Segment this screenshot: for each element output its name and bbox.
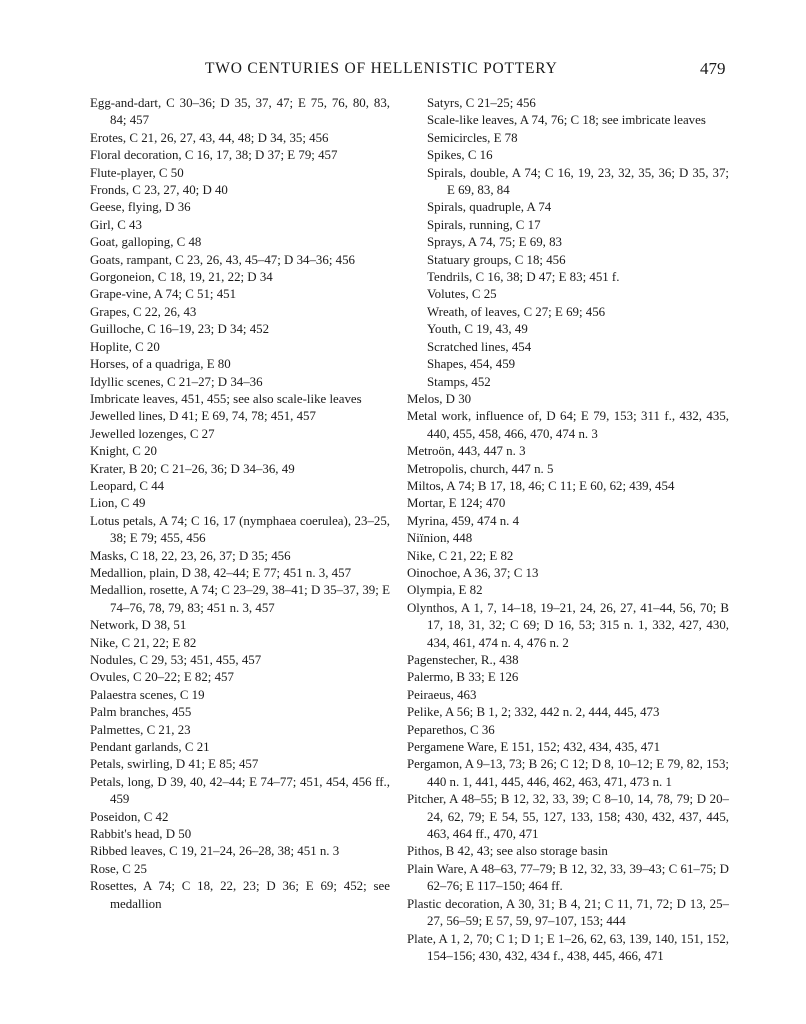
index-subentry: Statuary groups, C 18; 456 (427, 252, 566, 267)
index-subentry: Spirals, running, C 17 (427, 217, 541, 232)
index-entry: Palaestra scenes, C 19 (90, 687, 205, 702)
index-subentry: Spikes, C 16 (427, 148, 493, 163)
index-entry: Goats, rampant, C 23, 26, 43, 45–47; D 34–36; 456 (90, 252, 355, 267)
index-entry: Medallion, plain, D 38, 42–44; E 77; 451 n. 3, 457 (90, 565, 352, 580)
running-title: TWO CENTURIES OF HELLENISTIC POTTERY (205, 60, 558, 77)
index-entry: Palm branches, 455 (90, 705, 192, 720)
index-entry: Grapes, C 22, 26, 43 (90, 304, 197, 319)
index-entry: Gorgoneion, C 18, 19, 21, 22; D 34 (90, 270, 273, 285)
index-entry: Mortar, E 124; 470 (407, 496, 506, 511)
index-entry: Poseidon, C 42 (90, 809, 169, 824)
index-subentry: Sprays, A 74, 75; E 69, 83 (427, 235, 562, 250)
index-entry: Grape-vine, A 74; C 51; 451 (90, 287, 237, 302)
index-entry: Network, D 38, 51 (90, 618, 187, 633)
index-subentry: Spirals, quadruple, A 74 (427, 200, 552, 215)
index-entry: Pagenstecher, R., 438 (407, 653, 519, 667)
index-entry: Pelike, A 56; B 1, 2; 332, 442 n. 2, 444, 445, 473 (407, 705, 660, 720)
index-entry: Niïnion, 448 (407, 531, 473, 546)
index-entry: Fronds, C 23, 27, 40; D 40 (90, 183, 228, 198)
index-entry: Girl, C 43 (90, 217, 142, 232)
index-entry: Peparethos, C 36 (407, 722, 495, 737)
index-subentry: Spirals, double, A 74; C 16, 19, 23, 32, 35, 36; D 35, 37; E 69, 83, 84 (427, 165, 729, 198)
index-entry: Knight, C 20 (90, 444, 157, 459)
index-entry: Egg-and-dart, C 30–36; D 35, 37, 47; E 75, 76, 80, 83, 84; 457 (90, 96, 390, 128)
index-entry: Goat, galloping, C 48 (90, 235, 202, 250)
index-column-right (407, 95, 729, 965)
index-entry: Rosettes, A 74; C 18, 22, 23; D 36; E 69; 452; see medallion (90, 879, 390, 911)
index-entry: Pitcher, A 48–55; B 12, 32, 33, 39; C 8–10, 14, 78, 79; D 20–24, 62, 79; E 54, 55, 127, 133, 158; 430, 432, 437, 445, 463, 464 ff., 470, 471 (407, 792, 729, 842)
index-entry: Jewelled lozenges, C 27 (90, 426, 215, 441)
index-entry: Erotes, C 21, 26, 27, 43, 44, 48; D 34, 35; 456 (90, 130, 329, 145)
index-entry: Floral decoration, C 16, 17, 38; D 37; E 79; 457 (90, 148, 338, 163)
page-number: 479 (700, 59, 726, 78)
index-entry: Krater, B 20; C 21–26, 36; D 34–36, 49 (90, 461, 295, 476)
index-entry: Nike, C 21, 22; E 82 (407, 548, 514, 563)
index-entry: Pergamon, A 9–13, 73; B 26; C 12; D 8, 10–12; E 79, 82, 153; 440 n. 1, 441, 445, 446, 462, 463, 471, 473 n. 1 (407, 757, 729, 789)
index-entry: Metroön, 443, 447 n. 3 (407, 444, 526, 459)
index-entry: Palermo, B 33; E 126 (407, 670, 519, 685)
index-entry: Plastic decoration, A 30, 31; B 4, 21; C 11, 71, 72; D 13, 25–27, 56–59; E 57, 59, 97–107, 153; 444 (407, 896, 729, 929)
index-entry: Medallion, rosette, A 74; C 23–29, 38–41; D 35–37, 39; E 74–76, 78, 79, 83; 451 n. 3, 457 (90, 583, 390, 615)
index-entry: Masks, C 18, 22, 23, 26, 37; D 35; 456 (90, 548, 291, 563)
index-entry: Geese, flying, D 36 (90, 200, 191, 215)
index-entry: Ovules, C 20–22; E 82; 457 (90, 670, 234, 685)
index-subentry: Satyrs, C 21–25; 456 (427, 96, 536, 110)
index-entry: Plate, A 1, 2, 70; C 1; D 1; E 1–26, 62, 63, 139, 140, 151, 152, 154–156; 430, 432, 434 f., 438, 445, 466, 471 (407, 931, 729, 963)
index-entry: Leopard, C 44 (90, 478, 165, 493)
index-entry: Horses, of a quadriga, E 80 (90, 357, 231, 372)
index-entry: Miltos, A 74; B 17, 18, 46; C 11; E 60, 62; 439, 454 (407, 478, 675, 493)
index-entry: Nike, C 21, 22; E 82 (90, 635, 197, 650)
index-entry: Palmettes, C 21, 23 (90, 722, 191, 737)
index-entry: Olympia, E 82 (407, 583, 483, 598)
index-entry: Metropolis, church, 447 n. 5 (407, 461, 554, 476)
index-entry: Oinochoe, A 36, 37; C 13 (407, 565, 539, 580)
index-entry: Metal work, influence of, D 64; E 79, 153; 311 f., 432, 435, 440, 455, 458, 466, 470, 474 n. 3 (407, 409, 729, 441)
index-entry: Flute-player, C 50 (90, 165, 184, 180)
index-entry: Imbricate leaves, 451, 455; see also scale-like leaves (90, 391, 362, 406)
index-entry: Petals, long, D 39, 40, 42–44; E 74–77; 451, 454, 456 ff., 459 (90, 774, 390, 807)
index-entry: Jewelled lines, D 41; E 69, 74, 78; 451, 457 (90, 409, 316, 424)
index-entry: Myrina, 459, 474 n. 4 (407, 513, 520, 528)
index-subentry: Wreath, of leaves, C 27; E 69; 456 (427, 304, 606, 319)
index-entry: Melos, D 30 (407, 391, 472, 406)
index-entry: Pendant garlands, C 21 (90, 740, 210, 755)
index-entry: Stamps, 452 (427, 374, 491, 389)
index-entry: Shapes, 454, 459 (427, 357, 516, 372)
index-entry: Petals, swirling, D 41; E 85; 457 (90, 757, 259, 772)
index-entry: Olynthos, A 1, 7, 14–18, 19–21, 24, 26, 27, 41–44, 56, 70; B 17, 18, 31, 32; C 69; D 16, 53; 315 n. 1, 332, 427, 430, 434, 461, 474 n. 4, 476 n. 2 (407, 600, 729, 650)
index-entry: Nodules, C 29, 53; 451, 455, 457 (90, 653, 262, 667)
index-subentry: Scale-like leaves, A 74, 76; C 18; see imbricate leaves (427, 113, 706, 128)
index-entry: Idyllic scenes, C 21–27; D 34–36 (90, 374, 263, 389)
index-column-left (90, 95, 390, 913)
index-subentry: Tendrils, C 16, 38; D 47; E 83; 451 f. (427, 270, 620, 285)
index-entry: Rabbit's head, D 50 (90, 827, 192, 842)
index-entry: Lion, C 49 (90, 496, 146, 511)
index-subentry: Semicircles, E 78 (427, 130, 518, 145)
index-entry: Pergamene Ware, E 151, 152; 432, 434, 435, 471 (407, 740, 661, 755)
index-entry: Guilloche, C 16–19, 23; D 34; 452 (90, 322, 270, 337)
page-header (0, 60, 806, 82)
index-entry: Rose, C 25 (90, 861, 147, 876)
index-entry: Lotus petals, A 74; C 16, 17 (nymphaea coerulea), 23–25, 38; E 79; 455, 456 (90, 513, 390, 546)
index-entry: Peiraeus, 463 (407, 687, 477, 702)
index-entry: Hoplite, C 20 (90, 339, 160, 354)
index-entry: Scratched lines, 454 (427, 339, 532, 354)
index-entry: Plain Ware, A 48–63, 77–79; B 12, 32, 33, 39–43; C 61–75; D 62–76; E 117–150; 464 ff. (407, 861, 729, 894)
index-entry: Pithos, B 42, 43; see also storage basin (407, 844, 608, 859)
index-subentry: Volutes, C 25 (427, 287, 497, 302)
index-subentry: Youth, C 19, 43, 49 (427, 322, 528, 337)
index-entry: Ribbed leaves, C 19, 21–24, 26–28, 38; 451 n. 3 (90, 844, 340, 859)
